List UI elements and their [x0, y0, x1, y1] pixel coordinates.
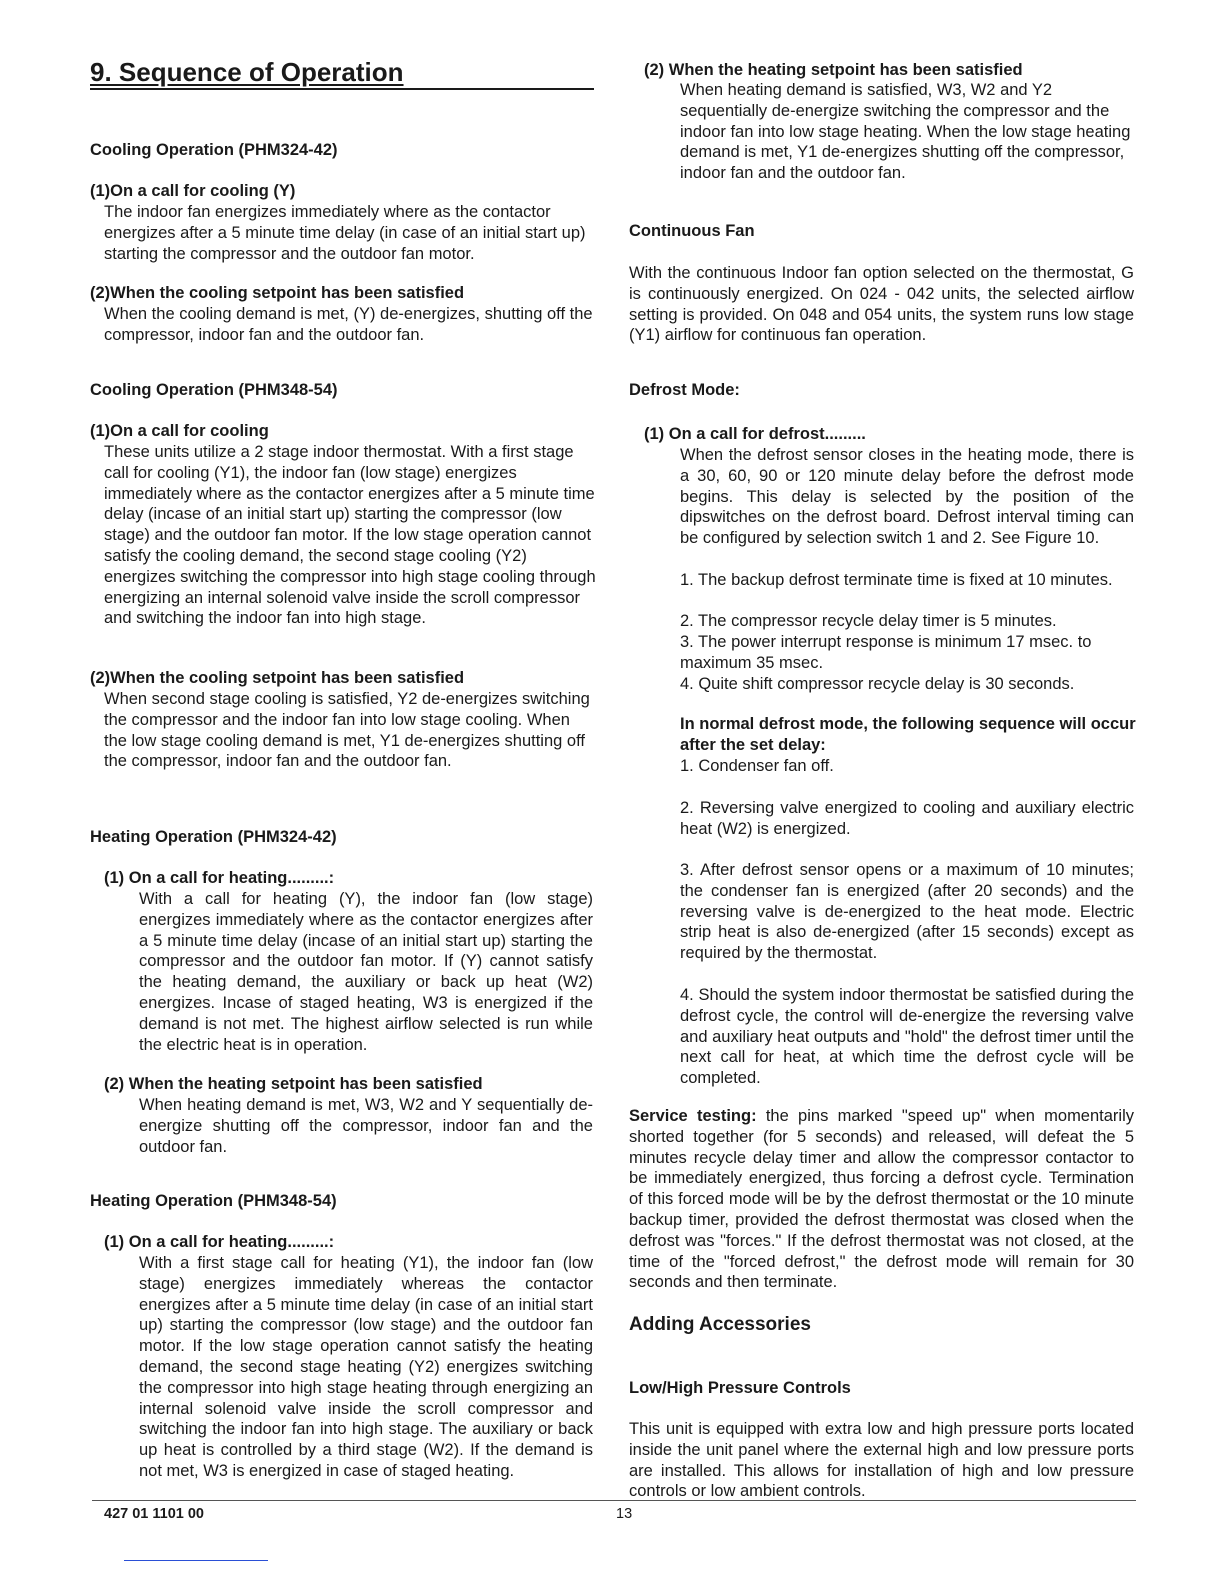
cooling-324-heading: Cooling Operation (PHM324-42) [90, 141, 338, 159]
page-title: 9. Sequence of Operation [90, 56, 594, 90]
defrost-item-4: 4. Quite shift compressor recycle delay is 30 seconds. [680, 675, 1075, 693]
defrost-call-text: When the defrost sensor closes in the heating mode, there is a 30, 60, 90 or 120 minute delay before the defrost mode begins. This delay is selected by the position of the dipswitches on the defrost board. Defrost interval timing can be configured by selection switch 1 and 2. See Figure 10. [680, 446, 1134, 548]
pressure-controls-heading: Low/High Pressure Controls [629, 1379, 851, 1397]
footer-rule [92, 1500, 1136, 1501]
defrost-item-3: 3. The power interrupt response is minimum 17 msec. to maximum 35 msec. [680, 633, 1092, 672]
cooling-324-satisfied-subheading: (2)When the cooling setpoint has been satisfied [90, 284, 465, 302]
cooling-348-satisfied-subheading: (2)When the cooling setpoint has been satisfied [90, 669, 465, 687]
defrost-call-subheading: (1) On a call for defrost......... [644, 425, 866, 443]
defrost-seq-3: 3. After defrost sensor opens or a maximum of 10 minutes; the condenser fan is energized (after 20 seconds) and the reversing valve is de-energized to the heat mode. Electric strip heat is also de-energized (after 15 seconds) except as required by the thermostat. [680, 861, 1134, 963]
page-number: 13 [616, 1506, 633, 1522]
cooling-348-heading: Cooling Operation (PHM348-54) [90, 381, 338, 399]
defrost-heading: Defrost Mode: [629, 381, 740, 399]
continuous-fan-text: With the continuous Indoor fan option selected on the thermostat, G is continuously energized. On 024 - 042 units, the selected airflow setting is provided. On 048 and 054 units, the system runs low stage (Y1) airflow for continuous fan operation. [629, 264, 1134, 345]
decorative-blue-line [124, 1560, 268, 1561]
adding-accessories-heading: Adding Accessories [629, 1314, 811, 1335]
heating-324-call-subheading: (1) On a call for heating.........: [104, 869, 335, 887]
defrost-item-2: 2. The compressor recycle delay timer is 5 minutes. [680, 612, 1057, 630]
heating-324-heading: Heating Operation (PHM324-42) [90, 828, 337, 846]
cooling-324-call-subheading: (1)On a call for cooling (Y) [90, 182, 296, 200]
cooling-324-call-text: The indoor fan energizes immediately where as the contactor energizes after a 5 minute time delay (in case of an initial start up) starting the compressor and the outdoor fan motor. [104, 203, 586, 263]
defrost-seq-1: 1. Condenser fan off. [680, 757, 834, 775]
service-testing-paragraph [629, 1106, 1134, 1293]
service-testing-label: Service testing: [629, 1107, 757, 1125]
heating-348-call-text: With a first stage call for heating (Y1), the indoor fan (low stage) energizes immediately whereas the contactor energizes after a 5 minute time delay (in case of an initial start up) starting the compressor (low stage) and the outdoor fan motor. If the low stage operation cannot satisfy the heating demand, the second stage heating (Y2) energizes switching the compressor into high stage heating through energizing an internal solenoid valve inside the scroll compressor and switching the indoor fan into high stage. The auxiliary or back up heat is controlled by a third stage (W2). If the demand is not met, W3 is energized in case of staged heating. [139, 1254, 593, 1480]
heating-348-satisfied-text: When heating demand is satisfied, W3, W2 and Y2 sequentially de-energize switching the compressor and the indoor fan into low stage heating. When the low stage heating demand is met, Y1 de-energizes shutting off the compressor, indoor fan and the outdoor fan. [680, 81, 1131, 183]
defrost-seq-2: 2. Reversing valve energized to cooling and auxiliary electric heat (W2) is energized. [680, 799, 1134, 838]
cooling-348-call-subheading: (1)On a call for cooling [90, 422, 269, 440]
cooling-324-satisfied-text: When the cooling demand is met, (Y) de-energizes, shutting off the compressor, indoor fan and the outdoor fan. [104, 305, 593, 344]
document-code: 427 01 1101 00 [104, 1506, 204, 1522]
pressure-controls-text: This unit is equipped with extra low and high pressure ports located inside the unit panel where the external high and low pressure ports are installed. This allows for installation of high and low pressure controls or low ambient controls. [629, 1420, 1134, 1501]
cooling-348-satisfied-text: When second stage cooling is satisfied, Y2 de-energizes switching the compressor and the indoor fan into low stage cooling. When the low stage cooling demand is met, Y1 de-energizes shutting off the compressor, indoor fan and the outdoor fan. [104, 690, 590, 771]
heating-348-call-subheading: (1) On a call for heating.........: [104, 1233, 335, 1251]
heating-324-satisfied-text: When heating demand is met, W3, W2 and Y sequentially de-energize shutting off the compressor, indoor fan and the outdoor fan. [139, 1096, 593, 1156]
heating-324-satisfied-subheading: (2) When the heating setpoint has been satisfied [104, 1075, 483, 1093]
continuous-fan-heading: Continuous Fan [629, 222, 755, 240]
normal-defrost-heading: In normal defrost mode, the following sequence will occur after the set delay: [680, 715, 1136, 754]
heating-348-satisfied-subheading: (2) When the heating setpoint has been satisfied [644, 61, 1023, 79]
defrost-seq-4: 4. Should the system indoor thermostat be satisfied during the defrost cycle, the control will de-energize the reversing valve and auxiliary heat outputs and "hold" the defrost timer until the next call for heat, at which time the defrost cycle will be completed. [680, 986, 1134, 1088]
defrost-item-1: 1. The backup defrost terminate time is fixed at 10 minutes. [680, 571, 1113, 589]
cooling-348-call-text: These units utilize a 2 stage indoor thermostat. With a first stage call for cooling (Y1), the indoor fan (low stage) energizes immediately where as the contactor energizes after a 5 minute time delay (incase of an initial start up) starting the compressor (low stage) and the outdoor fan motor. If the low stage operation cannot satisfy the cooling demand, the second stage cooling (Y2) energizes switching the compressor into high stage cooling through energizing an internal solenoid valve inside the scroll compressor and switching the indoor fan into high stage. [104, 443, 596, 628]
heating-348-heading: Heating Operation (PHM348-54) [90, 1192, 337, 1210]
heating-324-call-text: With a call for heating (Y), the indoor fan (low stage) energizes immediately where as the contactor energizes after a 5 minute time delay (incase of an initial start up) starting the compressor and the outdoor fan motor. If (Y) cannot satisfy the heating demand, the auxiliary or back up heat (W2) energizes. Incase of staged heating, W3 is energized if the demand is not met. The highest airflow selected is run while the electric heat is in operation. [139, 890, 593, 1054]
service-testing-text: the pins marked "speed up" when momentarily shorted together (for 5 seconds) and released, will defeat the 5 minutes recycle delay timer and allow the compressor contactor to be immediately energized, thus forcing a defrost cycle. Termination of this forced mode will be by the defrost thermostat or the 10 minute backup timer, provided the defrost thermostat was closed when the defrost was "forces." If the defrost thermostat was not closed, at the time of the "forced defrost," the defrost mode will remain for 30 seconds and then terminate. [629, 1107, 1135, 1292]
